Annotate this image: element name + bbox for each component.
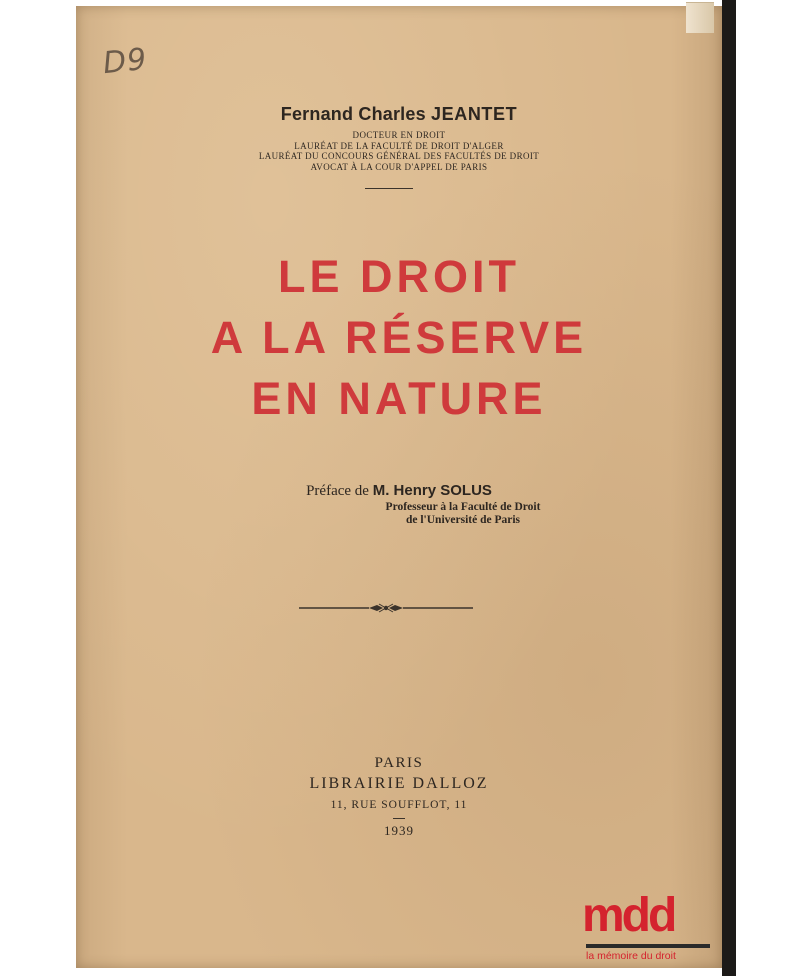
- page-stack-edge: [686, 2, 714, 33]
- publication-year: 1939: [384, 823, 414, 838]
- publisher-block: [76, 752, 722, 839]
- publisher-city: PARIS: [374, 755, 424, 771]
- preface-line: [76, 482, 722, 500]
- credential-line: LAURÉAT DE LA FACULTÉ DE DROIT D'ALGER: [294, 140, 504, 151]
- logo-letters: mdd: [582, 889, 675, 942]
- author-first-names: Fernand Charles: [280, 104, 426, 124]
- book-title: [76, 246, 722, 429]
- spine-shadow: [722, 0, 736, 976]
- title-line: A LA RÉSERVE: [210, 312, 588, 363]
- logo-tagline: la mémoire du droit: [586, 950, 676, 962]
- author-credentials: [76, 130, 722, 172]
- preface-affiliation: [76, 501, 786, 526]
- title-line: LE DROIT: [278, 251, 520, 302]
- author-name: [76, 104, 722, 125]
- mdd-watermark-logo: [582, 889, 722, 968]
- title-line: EN NATURE: [251, 373, 547, 424]
- preface-prefix: Préface de: [306, 483, 369, 499]
- preface-author: M. Henry SOLUS: [372, 482, 492, 499]
- affiliation-line: de l'Université de Paris: [405, 513, 521, 526]
- handwritten-shelfmark: D9: [101, 41, 149, 82]
- author-last-name: JEANTET: [431, 104, 518, 124]
- publisher-address: 11, RUE SOUFFLOT, 11: [330, 799, 468, 811]
- publisher-dash: [393, 818, 405, 819]
- logo-bar: [586, 944, 710, 948]
- divider-rule: [365, 188, 413, 189]
- ornament-divider: [299, 600, 473, 616]
- affiliation-line: Professeur à la Faculté de Droit: [385, 501, 541, 513]
- publisher-name: LIBRAIRIE DALLOZ: [309, 775, 489, 792]
- credential-line: AVOCAT À LA COUR D'APPEL DE PARIS: [310, 161, 488, 172]
- credential-line: DOCTEUR EN DROIT: [352, 130, 446, 140]
- credential-line: LAURÉAT DU CONCOURS GÉNÉRAL DES FACULTÉS DE DROIT: [258, 151, 540, 162]
